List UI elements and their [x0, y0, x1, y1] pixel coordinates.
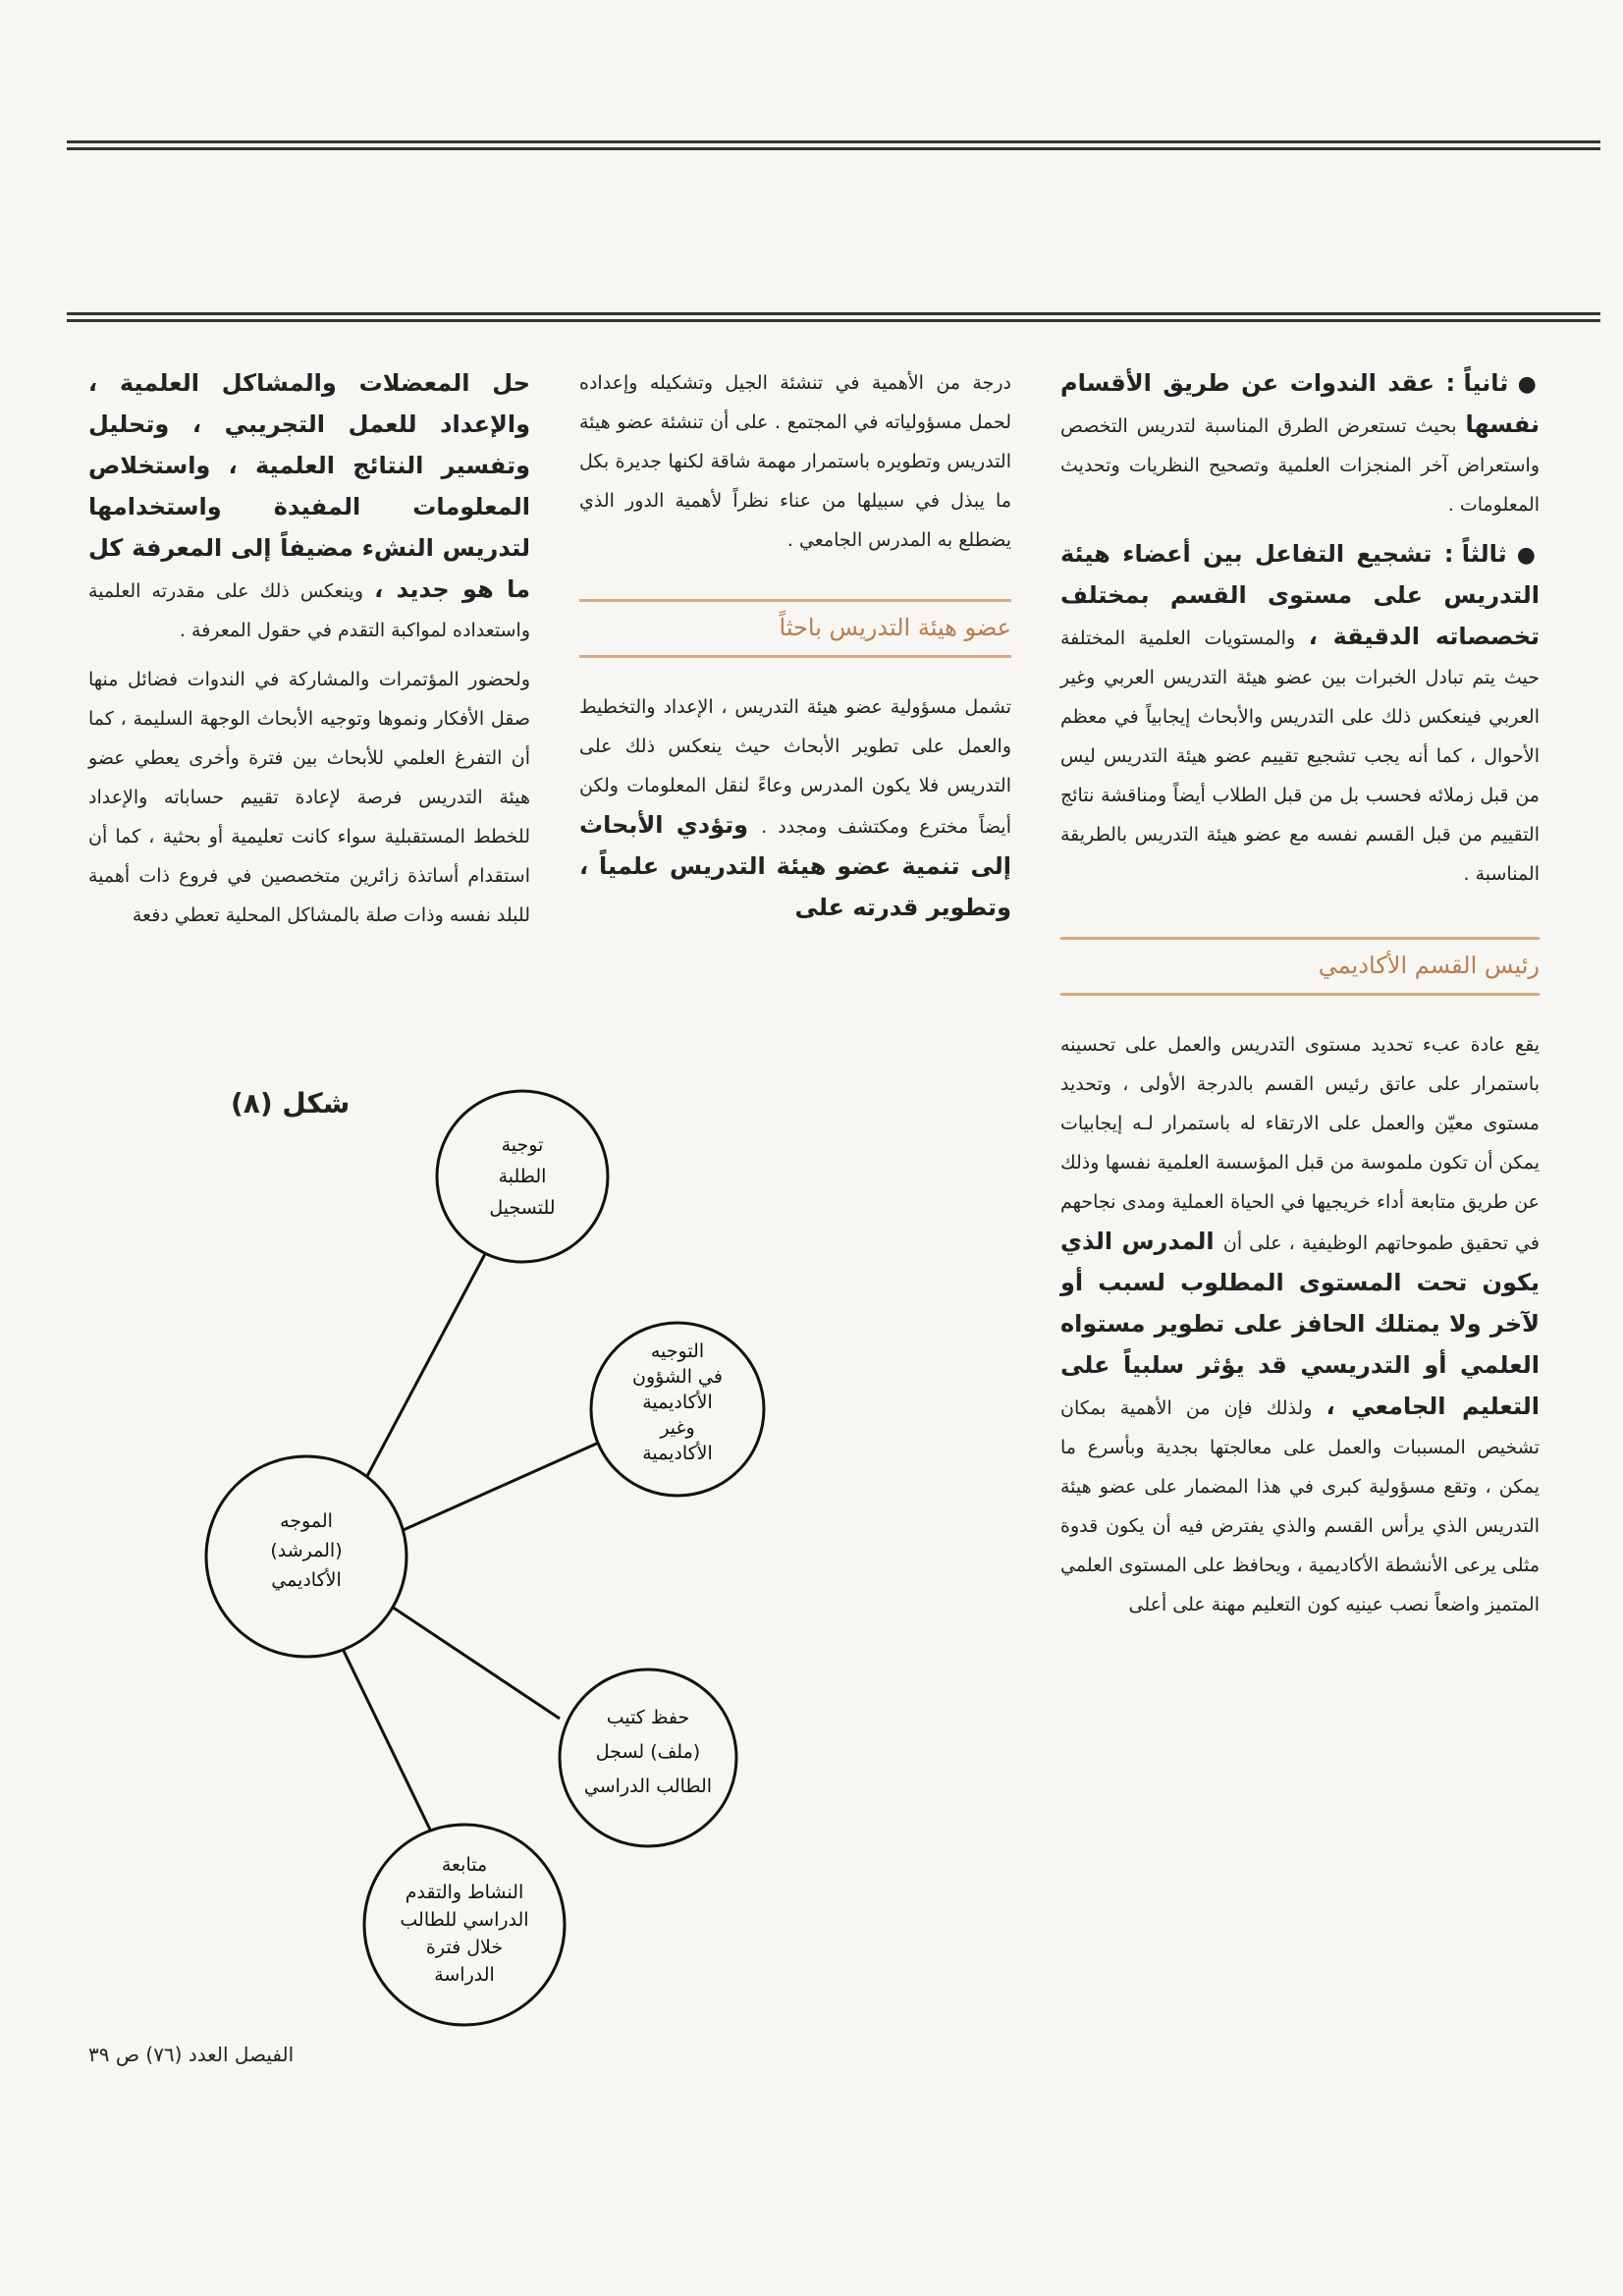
body-text: والمستويات العلمية المختلفة حيث يتم تبادل الخبرات بين عضو هيئة التدريس العربي وغير العربي فينعكس ذلك على التدريس والأبحاث إيجابياً في معظم الأحوال ، كما أنه يجب تشجيع تقييم عضو هيئة التدريس ليس من قبل زملائه فحسب بل من قبل الطلاب أيضاً ومناقشة نتائج التقييم من قبل القسم نفسه مع عضو هيئة التدريس بالطريقة المناسبة .: [1060, 628, 1540, 885]
node-label: حفظ كتيب: [606, 1707, 690, 1728]
node-label: الطلبة: [498, 1166, 547, 1187]
node-label: الدراسة: [434, 1964, 495, 1986]
top-rule: [67, 140, 1600, 154]
paragraph-department-head: [1060, 1025, 1540, 1624]
node-label: متابعة: [441, 1854, 488, 1876]
header-rule: [67, 312, 1600, 326]
bold-text: ثالثاً : تشجيع التفاعل بين أعضاء هيئة التدريس على مستوى القسم بمختلف تخصصاته الدقيقة ،: [1060, 540, 1541, 650]
page-footer: الفيصل العدد (٧٦) ص ٣٩: [88, 2043, 295, 2066]
node-label: النشاط والتقدم: [405, 1882, 524, 1903]
paragraph-research: [579, 687, 1011, 929]
center-label: (المرشد): [270, 1540, 343, 1561]
paragraph-interaction: [1060, 534, 1540, 894]
bold-text: ثانياً : عقد الندوات عن طريق الأقسام نفسها: [1060, 369, 1540, 438]
connector-line: [388, 1442, 601, 1537]
body-text: ولذلك فإن من الأهمية بمكان تشخيص المسببات والعمل على معالجتها بجدية وبأسرع ما يمكن ، وتقع مسؤولية كبرى في هذا المضمار على عضو هيئة التدريس الذي يرأس القسم والذي يفترض فيه أن يكون قدوة مثلى يرعى الأنشطة الأكاديمية ، ويحافظ على المستوى العلمي المتميز واضعاً نصب عينيه كون التعليم مهنة على أعلى: [1060, 1397, 1540, 1615]
node-label: في الشؤون: [632, 1366, 723, 1388]
connector-line: [358, 1252, 486, 1493]
body-text: تشمل مسؤولية عضو هيئة التدريس ، الإعداد والتخطيط والعمل على تطوير الأبحاث حيث ينعكس ذلك على التدريس فلا يكون المدرس وعاءً لنقل المعلومات ولكن أيضاً مخترع ومكتشف ومجدد .: [579, 696, 1011, 838]
bullet-icon: ●: [1517, 372, 1540, 397]
figure-title: شكل (٨): [231, 1087, 351, 1120]
connector-line: [383, 1601, 560, 1719]
paragraph-seminars: [1060, 363, 1540, 524]
body-text: بحيث تستعرض الطرق المناسبة لتدريس التخصص واستعراض آخر المنجزات العلمية وتصحيح النظريات وتحديث المعلومات .: [1060, 415, 1540, 516]
node-label: الدراسي للطالب: [400, 1909, 529, 1931]
body-text: يقع عادة عبء تحديد مستوى التدريس والعمل على تحسينه باستمرار على عاتق رئيس القسم بالدرجة الأولى ، وتحديد مستوى معيّن والعمل على الارتقاء له باستمرار لـه إيجابيات يمكن أن تكون ملموسة من قبل المؤسسة العلمية نفسها وذلك عن طريق متابعة أداء خريجيها في الحياة العملية ومدى نجاحهم في تحقيق طموحاتهم الوظيفية ، على أن: [1060, 1034, 1540, 1254]
middle-column: [579, 363, 1011, 939]
node-label: التوجيه: [650, 1340, 705, 1362]
node-label: وغير: [660, 1417, 695, 1439]
body-text: وينعكس ذلك على مقدرته العلمية واستعداده لمواكبة التقدم في حقول المعرفة .: [88, 580, 530, 641]
paragraph-conferences: ولحضور المؤتمرات والمشاركة في الندوات فضائل منها صقل الأفكار ونموها وتوجيه الأبحاث الوجهة السليمة ، كما أن التفرغ العلمي للأبحاث بين فترة وأخرى يعطي عضو هيئة التدريس فرصة لإعادة تقييم حساباته والإعداد للخطط المستقبلية سواء كانت تعليمية أو بحثية ، كما أن استقدام أساتذة زائرين متخصصين في فروع ذات أهمية للبلد نفسه وذات صلة بالمشاكل المحلية تعطي دفعة: [88, 669, 530, 926]
node-label: خلال فترة: [425, 1937, 504, 1958]
left-column: [88, 363, 530, 945]
node-label: توجية: [501, 1134, 544, 1156]
node-label: الأكاديمية: [642, 1392, 713, 1413]
bold-text: المدرس الذي يكون تحت المستوى المطلوب لسبب أو لآخر ولا يمتلك الحافز على تطوير مستواه العلمي أو التدريسي قد يؤثر سلبياً على التعليم الجامعي ،: [1060, 1228, 1540, 1420]
right-column: [1060, 363, 1540, 1634]
section-heading-department-head: رئيس القسم الأكاديمي: [1060, 937, 1540, 996]
node-label: (ملف) لسجل: [595, 1741, 701, 1763]
node-label: الطالب الدراسي: [583, 1776, 713, 1797]
center-label: الأكاديمي: [271, 1569, 342, 1591]
advisor-diagram: [0, 1080, 723, 2082]
section-heading-faculty-researcher: عضو هيئة التدريس باحثاً: [579, 599, 1011, 658]
bold-text: حل المعضلات والمشاكل العلمية ، والإعداد للعمل التجريبي ، وتحليل وتفسير النتائج العلمية ، واستخلاص المعلومات المفيدة واستخدامها لتدريس النشء مضيفاً إلى المعرفة كل ما هو جديد ،: [88, 369, 530, 603]
node-label: للتسجيل: [489, 1197, 556, 1219]
bold-text: وتؤدي الأبحاث إلى تنمية عضو هيئة التدريس علمياً ، وتطوير قدرته على: [579, 811, 1011, 921]
bullet-icon: ●: [1516, 543, 1540, 568]
connector-line: [329, 1620, 430, 1830]
node-label: الأكاديمية: [642, 1443, 713, 1464]
center-label: الموجه: [280, 1510, 333, 1532]
paragraph-intro: درجة من الأهمية في تنشئة الجيل وتشكيله وإعداده لحمل مسؤولياته في المجتمع . على أن تنشئة عضو هيئة التدريس وتطويره باستمرار مهمة شاقة لكنها جديرة بكل ما يبذل في سبيلها من عناء نظراً لأهمية الدور الذي يضطلع به المدرس الجامعي .: [579, 372, 1011, 551]
paragraph-problem-solving: [88, 363, 530, 650]
